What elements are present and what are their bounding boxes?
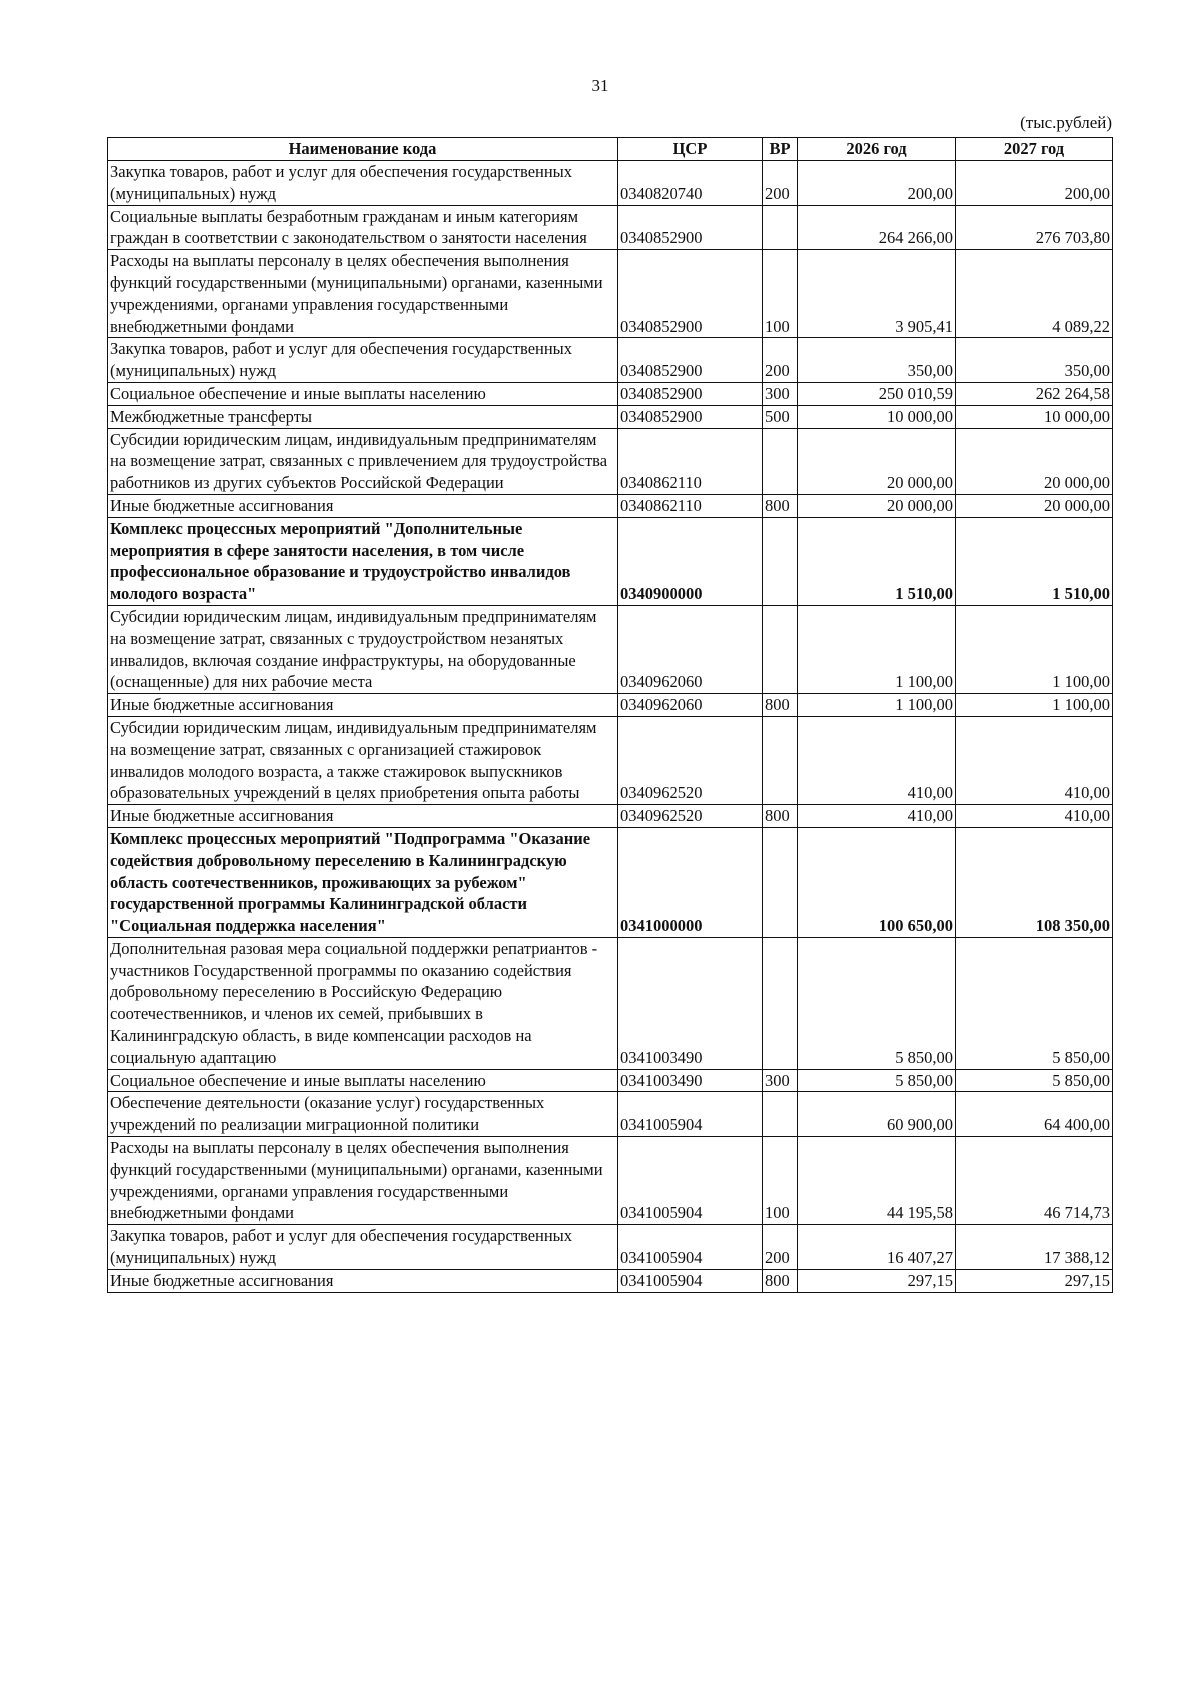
cell-vr — [763, 827, 798, 937]
cell-name: Закупка товаров, работ и услуг для обеспечения государственных (муниципальных) нужд — [108, 1225, 618, 1270]
cell-vr — [763, 1092, 798, 1137]
cell-vr: 200 — [763, 1225, 798, 1270]
units-note: (тыс.рублей) — [1020, 113, 1112, 132]
table-row — [108, 428, 1113, 494]
header-vr: ВР — [763, 138, 798, 161]
cell-2026: 350,00 — [798, 338, 956, 383]
cell-2026: 5 850,00 — [798, 1069, 956, 1092]
cell-2027: 17 388,12 — [956, 1225, 1113, 1270]
cell-2027: 46 714,73 — [956, 1137, 1113, 1225]
cell-2027: 410,00 — [956, 805, 1113, 828]
table-row — [108, 338, 1113, 383]
cell-2026: 264 266,00 — [798, 205, 956, 250]
cell-csr: 0340820740 — [618, 161, 763, 206]
cell-name: Субсидии юридическим лицам, индивидуальным предпринимателям на возмещение затрат, связанных с привлечением для трудоустройства работников из других субъектов Российской Федерации — [108, 428, 618, 494]
cell-2026: 1 100,00 — [798, 605, 956, 693]
cell-2026: 1 510,00 — [798, 517, 956, 605]
header-row — [108, 138, 1113, 161]
cell-vr — [763, 428, 798, 494]
cell-name: Обеспечение деятельности (оказание услуг) государственных учреждений по реализации миграционной политики — [108, 1092, 618, 1137]
cell-2026: 297,15 — [798, 1269, 956, 1292]
table-row — [108, 1269, 1113, 1292]
page-number: 31 — [591, 76, 609, 95]
cell-csr: 0340962060 — [618, 605, 763, 693]
cell-2027: 200,00 — [956, 161, 1113, 206]
cell-name: Иные бюджетные ассигнования — [108, 805, 618, 828]
cell-name: Субсидии юридическим лицам, индивидуальным предпринимателям на возмещение затрат, связанных с организацией стажировок инвалидов молодого возраста, а также стажировок выпускников образовательных учреждений в целях приобретения опыта работы — [108, 716, 618, 804]
cell-2026: 20 000,00 — [798, 428, 956, 494]
table-row — [108, 405, 1113, 428]
table-row — [108, 250, 1113, 338]
budget-table — [107, 137, 1113, 1293]
cell-2026: 1 100,00 — [798, 694, 956, 717]
cell-2027: 20 000,00 — [956, 494, 1113, 517]
cell-csr: 0341005904 — [618, 1269, 763, 1292]
cell-csr: 0340862110 — [618, 494, 763, 517]
cell-vr: 800 — [763, 494, 798, 517]
table-row — [108, 694, 1113, 717]
header-name: Наименование кода — [108, 138, 618, 161]
cell-vr: 500 — [763, 405, 798, 428]
cell-csr: 0340962060 — [618, 694, 763, 717]
cell-vr — [763, 605, 798, 693]
table-body — [108, 161, 1113, 1293]
cell-vr — [763, 937, 798, 1069]
cell-name: Иные бюджетные ассигнования — [108, 494, 618, 517]
cell-2026: 60 900,00 — [798, 1092, 956, 1137]
header-2026: 2026 год — [798, 138, 956, 161]
cell-name: Иные бюджетные ассигнования — [108, 1269, 618, 1292]
cell-2027: 1 100,00 — [956, 605, 1113, 693]
table-row — [108, 1137, 1113, 1225]
cell-2026: 3 905,41 — [798, 250, 956, 338]
cell-2026: 16 407,27 — [798, 1225, 956, 1270]
cell-name: Социальные выплаты безработным гражданам и иным категориям граждан в соответствии с законодательством о занятости населения — [108, 205, 618, 250]
cell-name: Иные бюджетные ассигнования — [108, 694, 618, 717]
cell-csr: 0340900000 — [618, 517, 763, 605]
cell-csr: 0341003490 — [618, 937, 763, 1069]
cell-csr: 0340852900 — [618, 338, 763, 383]
cell-2027: 276 703,80 — [956, 205, 1113, 250]
cell-2027: 1 100,00 — [956, 694, 1113, 717]
cell-name: Комплекс процессных мероприятий "Подпрограмма "Оказание содействия добровольному переселению в Калининградскую область соотечественников, проживающих за рубежом" государственной программы Калининградской области "Социальная поддержка населения" — [108, 827, 618, 937]
cell-csr: 0341000000 — [618, 827, 763, 937]
cell-vr: 100 — [763, 250, 798, 338]
cell-2027: 262 264,58 — [956, 382, 1113, 405]
header-csr: ЦСР — [618, 138, 763, 161]
cell-vr: 800 — [763, 1269, 798, 1292]
cell-2027: 1 510,00 — [956, 517, 1113, 605]
cell-vr: 200 — [763, 161, 798, 206]
table-row — [108, 805, 1113, 828]
cell-name: Социальное обеспечение и иные выплаты населению — [108, 382, 618, 405]
cell-2027: 108 350,00 — [956, 827, 1113, 937]
cell-2027: 410,00 — [956, 716, 1113, 804]
cell-2027: 20 000,00 — [956, 428, 1113, 494]
table-row — [108, 1092, 1113, 1137]
header-2027: 2027 год — [956, 138, 1113, 161]
cell-2026: 410,00 — [798, 716, 956, 804]
cell-csr: 0340852900 — [618, 205, 763, 250]
cell-name: Закупка товаров, работ и услуг для обеспечения государственных (муниципальных) нужд — [108, 161, 618, 206]
cell-2027: 297,15 — [956, 1269, 1113, 1292]
cell-2027: 350,00 — [956, 338, 1113, 383]
cell-vr: 300 — [763, 382, 798, 405]
cell-name: Комплекс процессных мероприятий "Дополнительные мероприятия в сфере занятости населения, в том числе профессиональное образование и трудоустройство инвалидов молодого возраста" — [108, 517, 618, 605]
cell-csr: 0340962520 — [618, 716, 763, 804]
cell-2026: 5 850,00 — [798, 937, 956, 1069]
cell-csr: 0340962520 — [618, 805, 763, 828]
cell-vr: 200 — [763, 338, 798, 383]
cell-vr: 800 — [763, 694, 798, 717]
table-row — [108, 494, 1113, 517]
table-row — [108, 716, 1113, 804]
cell-vr — [763, 517, 798, 605]
cell-name: Дополнительная разовая мера социальной поддержки репатриантов - участников Государственной программы по оказанию содействия добровольному переселению в Российскую Федерацию соотечественников, и членов их семей, прибывших в Калининградскую область, в виде компенсации расходов на социальную адаптацию — [108, 937, 618, 1069]
cell-vr: 300 — [763, 1069, 798, 1092]
cell-2027: 64 400,00 — [956, 1092, 1113, 1137]
cell-csr: 0340852900 — [618, 250, 763, 338]
cell-2027: 5 850,00 — [956, 937, 1113, 1069]
table-header — [108, 138, 1113, 161]
cell-2026: 410,00 — [798, 805, 956, 828]
table-row — [108, 605, 1113, 693]
cell-name: Межбюджетные трансферты — [108, 405, 618, 428]
cell-name: Расходы на выплаты персоналу в целях обеспечения выполнения функций государственными (муниципальными) органами, казенными учреждениями, органами управления государственными внебюджетными фондами — [108, 250, 618, 338]
table-row — [108, 1069, 1113, 1092]
cell-2027: 4 089,22 — [956, 250, 1113, 338]
table-row — [108, 937, 1113, 1069]
cell-csr: 0341003490 — [618, 1069, 763, 1092]
cell-csr: 0340852900 — [618, 382, 763, 405]
cell-2026: 200,00 — [798, 161, 956, 206]
table-row — [108, 827, 1113, 937]
cell-csr: 0340852900 — [618, 405, 763, 428]
cell-2026: 44 195,58 — [798, 1137, 956, 1225]
cell-name: Субсидии юридическим лицам, индивидуальным предпринимателям на возмещение затрат, связанных с трудоустройством незанятых инвалидов, включая создание инфраструктуры, на оборудованные (оснащенные) для них рабочие места — [108, 605, 618, 693]
cell-2026: 10 000,00 — [798, 405, 956, 428]
cell-vr: 100 — [763, 1137, 798, 1225]
cell-2026: 250 010,59 — [798, 382, 956, 405]
cell-name: Расходы на выплаты персоналу в целях обеспечения выполнения функций государственными (муниципальными) органами, казенными учреждениями, органами управления государственными внебюджетными фондами — [108, 1137, 618, 1225]
cell-name: Закупка товаров, работ и услуг для обеспечения государственных (муниципальных) нужд — [108, 338, 618, 383]
table-row — [108, 1225, 1113, 1270]
table-row — [108, 205, 1113, 250]
cell-csr: 0341005904 — [618, 1092, 763, 1137]
table-row — [108, 517, 1113, 605]
cell-csr: 0341005904 — [618, 1225, 763, 1270]
table-row — [108, 382, 1113, 405]
cell-vr — [763, 205, 798, 250]
cell-name: Социальное обеспечение и иные выплаты населению — [108, 1069, 618, 1092]
cell-2027: 10 000,00 — [956, 405, 1113, 428]
cell-vr — [763, 716, 798, 804]
table-row — [108, 161, 1113, 206]
cell-csr: 0341005904 — [618, 1137, 763, 1225]
cell-vr: 800 — [763, 805, 798, 828]
cell-csr: 0340862110 — [618, 428, 763, 494]
cell-2026: 100 650,00 — [798, 827, 956, 937]
cell-2027: 5 850,00 — [956, 1069, 1113, 1092]
cell-2026: 20 000,00 — [798, 494, 956, 517]
